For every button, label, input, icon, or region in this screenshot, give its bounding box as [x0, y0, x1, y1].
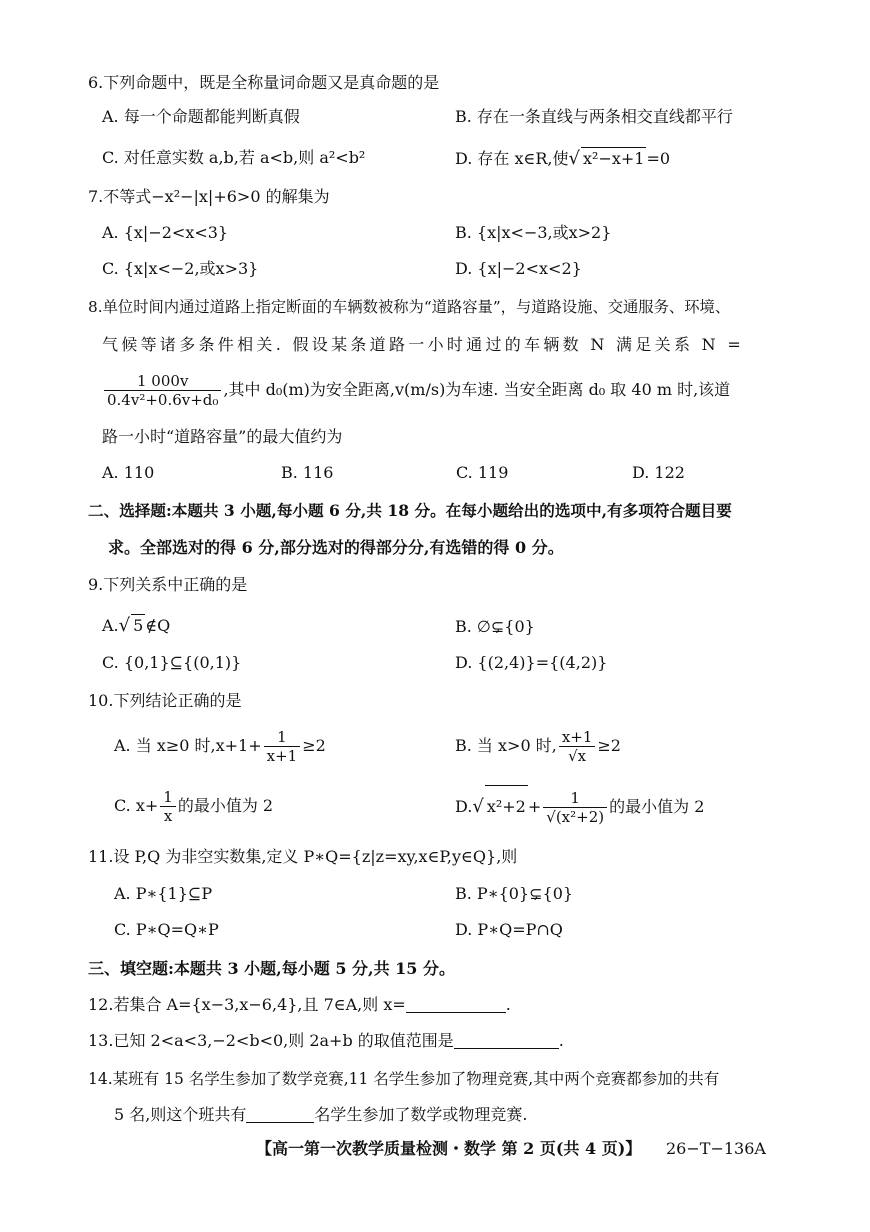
q8-line3 — [102, 370, 730, 410]
q7-stem: 7.不等式−x²−|x|+6>0 的解集为 — [88, 187, 330, 206]
q10-option-d-radicand: x²+2 — [485, 785, 528, 828]
section3-heading: 三、填空题:本题共 3 小题,每小题 5 分,共 15 分。 — [88, 959, 456, 978]
q10-option-c — [114, 785, 273, 827]
sqrt-symbol: √ — [472, 796, 484, 817]
q8-option-a: A. 110 — [102, 463, 155, 482]
q6-stem: 6.下列命题中，既是全称量词命题又是真命题的是 — [88, 73, 440, 92]
q14-line2 — [114, 1104, 527, 1126]
q9-option-b: B. ∅⊊{0} — [455, 617, 535, 636]
q8-line1: 8.单位时间内通过道路上指定断面的车辆数被称为“道路容量”，与道路设施、交通服务、环境、 — [88, 298, 731, 316]
q10-option-a-numerator: 1 — [264, 728, 301, 747]
q6-option-d-suffix: =0 — [646, 149, 671, 168]
q7-option-d: D. {x|−2<x<2} — [455, 259, 582, 278]
q14-line1: 14.某班有 15 名学生参加了数学竞赛,11 名学生参加了物理竞赛,其中两个竞赛都参加的共有 — [88, 1070, 720, 1088]
sqrt-symbol: √ — [568, 148, 581, 169]
q8-fraction-numerator: 1 000v — [104, 372, 221, 391]
q10-option-b-numerator: x+1 — [559, 728, 596, 747]
q8-line2: 气候等诸多条件相关. 假设某条道路一小时通过的车辆数 N 满足关系 N = — [102, 335, 745, 354]
q9-option-a-prefix: A. — [102, 616, 119, 635]
q10-option-a-prefix: A. 当 x≥0 时,x+1+ — [114, 736, 262, 755]
q10-option-c-suffix: 的最小值为 2 — [177, 796, 274, 815]
q10-option-d-denominator: √(x²+2) — [546, 808, 605, 826]
q11-option-a: A. P∗{1}⊆P — [114, 884, 213, 903]
q12-answer-blank[interactable] — [406, 996, 506, 1013]
q6-option-d-radicand: x²−x+1 — [583, 149, 645, 168]
q6-option-c: C. 对任意实数 a,b,若 a<b,则 a²<b² — [102, 148, 366, 167]
q7-option-c: C. {x|x<−2,或x>3} — [102, 259, 259, 278]
q7-option-a: A. {x|−2<x<3} — [102, 223, 229, 242]
q13-end: . — [558, 1031, 564, 1050]
q10-option-c-denominator: x — [163, 807, 173, 825]
q11-stem: 11.设 P,Q 为非空实数集,定义 P∗Q={z|z=xy,x∈P,y∈Q},则 — [88, 847, 518, 866]
q13-line — [88, 1030, 564, 1052]
q10-option-a-suffix: ≥2 — [302, 736, 326, 755]
q10-option-a-fraction — [264, 728, 301, 765]
q10-stem: 10.下列结论正确的是 — [88, 691, 242, 710]
footer-code: 26−T−136A — [666, 1139, 766, 1158]
q10-option-d — [455, 785, 704, 828]
q10-option-b-suffix: ≥2 — [597, 736, 621, 755]
q6-option-d — [455, 147, 670, 170]
q14-line2-suffix: 名学生参加了数学或物理竞赛. — [314, 1105, 528, 1124]
q10-option-a — [114, 725, 326, 767]
q9-stem: 9.下列关系中正确的是 — [88, 575, 248, 594]
q10-option-b-fraction — [559, 728, 596, 765]
q10-option-a-denominator: x+1 — [266, 747, 298, 765]
q10-option-b-prefix: B. 当 x>0 时, — [455, 736, 557, 755]
q12-text: 12.若集合 A={x−3,x−6,4},且 7∈A,则 x= — [88, 995, 406, 1014]
q8-option-d: D. 122 — [632, 463, 685, 482]
q10-option-d-suffix: 的最小值为 2 — [609, 797, 705, 816]
q6-option-a: A. 每一个命题都能判断真假 — [102, 107, 300, 126]
q8-fraction-denominator: 0.4v²+0.6v+d₀ — [107, 391, 219, 409]
q10-option-b — [455, 725, 621, 767]
q7-option-b: B. {x|x<−3,或x>2} — [455, 223, 612, 242]
q10-option-d-fraction — [543, 789, 607, 826]
q13-answer-blank[interactable] — [454, 1032, 559, 1049]
q10-option-c-prefix: C. x+ — [114, 796, 159, 815]
q8-option-c: C. 119 — [456, 463, 509, 482]
q11-option-b: B. P∗{0}⊊{0} — [455, 884, 574, 903]
q8-option-b: B. 116 — [281, 463, 334, 482]
q10-option-d-numerator: 1 — [543, 789, 607, 808]
section2-line2: 求。全部选对的得 6 分,部分选对的得部分分,有选错的得 0 分。 — [108, 538, 564, 557]
q9-option-a — [102, 614, 170, 637]
footer-title: 【高一第一次教学质量检测・数学 第 2 页(共 4 页)】 — [256, 1139, 642, 1158]
q14-line2-prefix: 5 名,则这个班共有 — [114, 1105, 247, 1124]
q10-option-b-denominator: √x — [568, 747, 587, 765]
q10-option-d-prefix: D. — [455, 797, 473, 816]
q9-option-a-radicand: 5 — [133, 616, 144, 635]
q6-option-b: B. 存在一条直线与两条相交直线都平行 — [455, 107, 733, 126]
q12-end: . — [505, 995, 511, 1014]
q8-fraction — [104, 372, 221, 409]
q9-option-a-suffix: ∉Q — [145, 616, 171, 635]
q10-option-c-numerator: 1 — [160, 788, 176, 807]
q9-option-c: C. {0,1}⊆{(0,1)} — [102, 653, 242, 672]
q8-line3-rest: ,其中 d₀(m)为安全距离,v(m/s)为车速. 当安全距离 d₀ 取 40 m 时,该道 — [223, 380, 731, 399]
sqrt-symbol: √ — [118, 615, 131, 636]
q6-option-d-prefix: D. 存在 x∈R,使 — [455, 149, 569, 168]
q13-text: 13.已知 2<a<3,−2<b<0,则 2a+b 的取值范围是 — [88, 1031, 454, 1050]
q8-line4: 路一小时“道路容量”的最大值约为 — [102, 427, 343, 446]
q11-option-d: D. P∗Q=P∩Q — [455, 920, 563, 939]
q12-line — [88, 994, 511, 1016]
q10-option-c-fraction — [160, 788, 176, 825]
q11-option-c: C. P∗Q=Q∗P — [114, 920, 219, 939]
q9-option-d: D. {(2,4)}={(4,2)} — [455, 653, 608, 672]
q10-option-d-plus: + — [527, 797, 542, 816]
section2-heading: 二、选择题:本题共 3 小题,每小题 6 分,共 18 分。在每小题给出的选项中,有多项符合题目要 — [88, 501, 732, 520]
q14-answer-blank[interactable] — [246, 1106, 314, 1123]
